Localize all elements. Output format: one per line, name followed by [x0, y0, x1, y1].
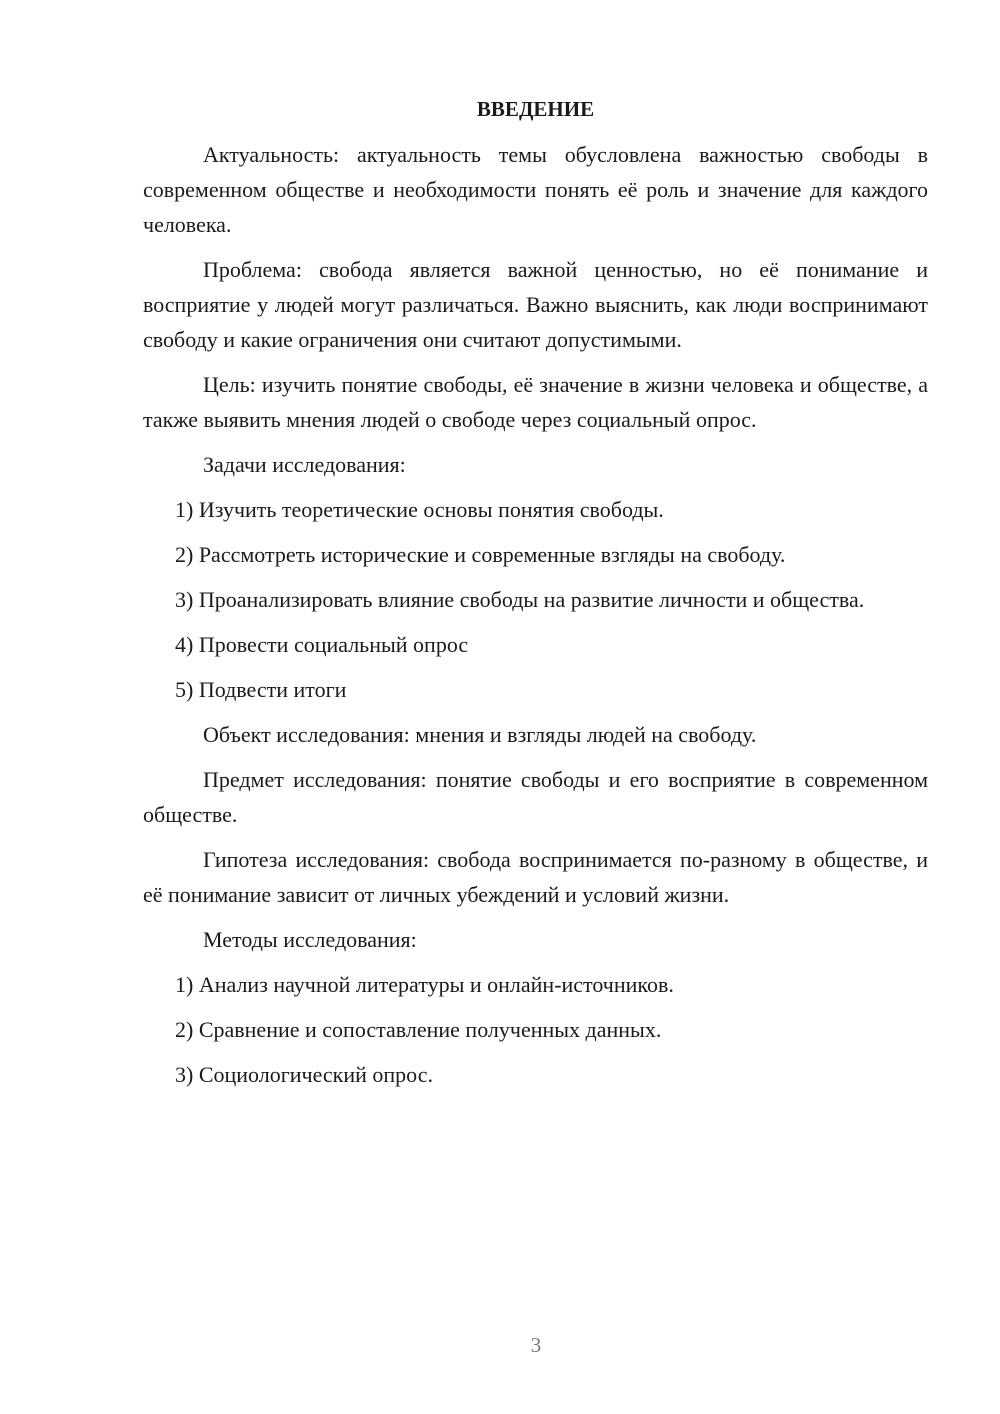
goal-paragraph: Цель: изучить понятие свободы, её значение в жизни человека и обществе, а также выявить мнения людей о свободе через социальный опрос. — [143, 372, 928, 432]
problem-paragraph: Проблема: свобода является важной ценностью, но её понимание и восприятие у людей могут различаться. Важно выяснить, как люди воспринимают свободу и какие ограничения они считают допустимыми. — [143, 257, 928, 352]
method-item: 2) Сравнение и сопоставление полученных данных. — [175, 1017, 662, 1042]
task-item: 4) Провести социальный опрос — [175, 632, 469, 657]
page-content — [143, 92, 928, 1102]
task-item: 3) Проанализировать влияние свободы на развитие личности и общества. — [175, 587, 865, 612]
method-item: 1) Анализ научной литературы и онлайн-источников. — [175, 972, 674, 997]
task-item: 1) Изучить теоретические основы понятия свободы. — [175, 497, 664, 522]
page-title: ВВЕДЕНИЕ — [476, 97, 595, 121]
task-item: 2) Рассмотреть исторические и современные взгляды на свободу. — [175, 542, 786, 567]
object-paragraph: Объект исследования: мнения и взгляды людей на свободу. — [203, 722, 757, 747]
relevance-paragraph: Актуальность: актуальность темы обусловлена важностью свободы в современном обществе и необходимости понять её роль и значение для каждого человека. — [143, 142, 928, 237]
page-number: 3 — [530, 1333, 542, 1357]
method-item: 3) Социологический опрос. — [175, 1062, 433, 1087]
subject-paragraph: Предмет исследования: понятие свободы и его восприятие в современном обществе. — [143, 767, 928, 827]
task-item: 5) Подвести итоги — [175, 677, 347, 702]
hypothesis-paragraph: Гипотеза исследования: свобода воспринимается по-разному в обществе, и её понимание зависит от личных убеждений и условий жизни. — [143, 847, 928, 907]
methods-heading: Методы исследования: — [203, 927, 417, 952]
tasks-heading: Задачи исследования: — [203, 452, 406, 477]
